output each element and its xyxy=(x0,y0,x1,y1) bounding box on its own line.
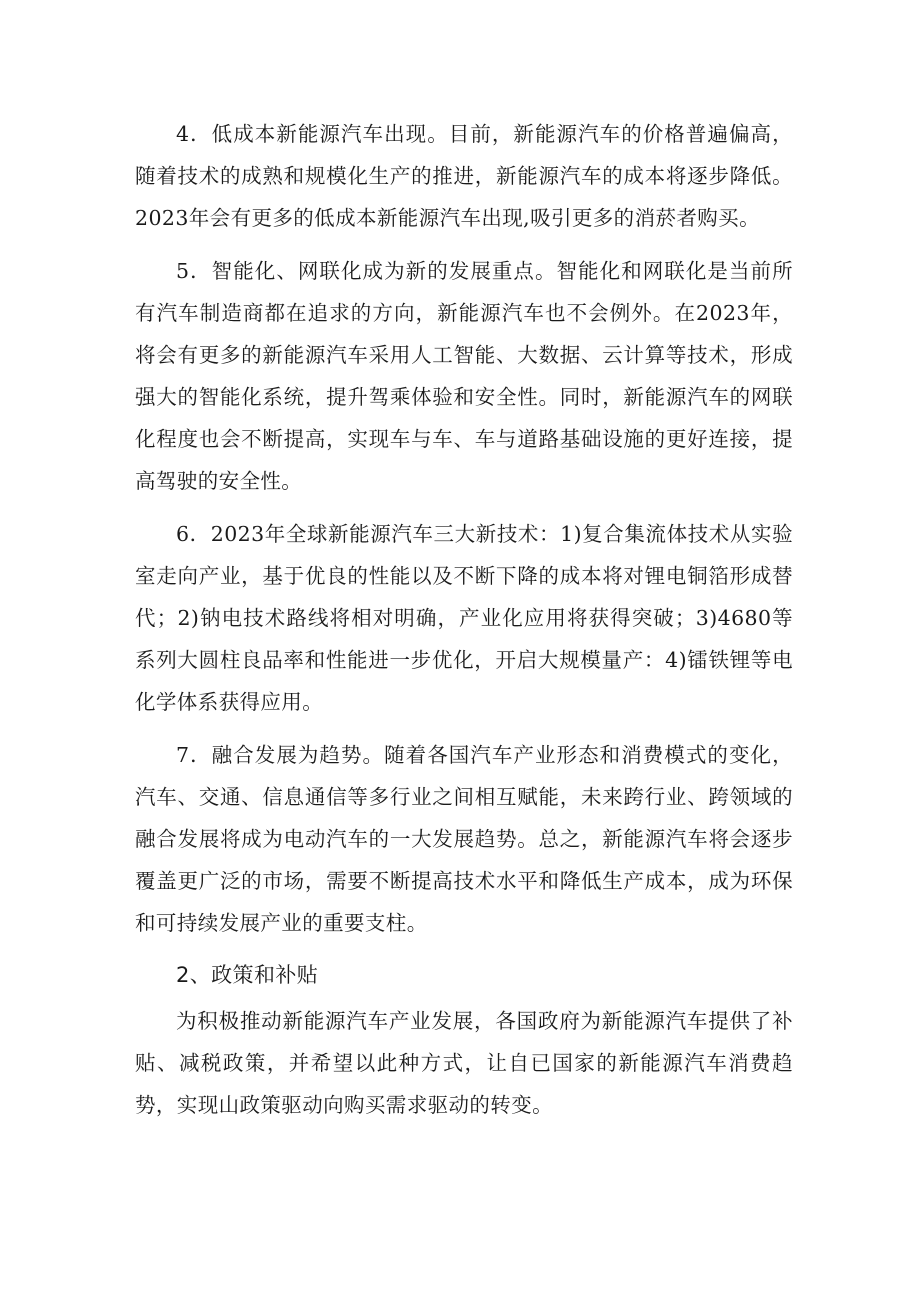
paragraph-item-7: 7．融合发展为趋势。随着各国汽车产业形态和消费模式的变化，汽车、交通、信息通信等多行业之间相互赋能，未来跨行业、跨领域的融合发展将成为电动汽车的一大发展趋势。总之，新能源汽车将会逐步覆盖更广泛的市场，需要不断提高技术水平和降低生产成本，成为环保和可持续发展产业的重要支柱。 xyxy=(135,743,793,935)
document-body xyxy=(135,113,793,1126)
paragraph-item-4: 4．低成本新能源汽车出现。目前，新能源汽车的价格普遍偏高，随着技术的成熟和规模化生产的推进，新能源汽车的成本将逐步降低。2023年会有更多的低成本新能源汽车出现,吸引更多的消菸者购买。 xyxy=(135,122,793,230)
section-heading-policy-subsidy: 2、政策和补贴 xyxy=(176,963,319,987)
paragraph-policy: 为积极推动新能源汽车产业发展，各国政府为新能源汽车提供了补贴、减税政策，并希望以此种方式，让自已国家的新能源汽车消费趋势，实现山政策驱动向购买需求驱动的转变。 xyxy=(135,1009,793,1117)
paragraph-item-6: 6．2023年全球新能源汽车三大新技术：1)复合集流体技术从实验室走向产业，基于优良的性能以及不断下降的成本将对锂电铜箔形成替代；2)钠电技术路线将相对明确，产业化应用将获得突破；3)4680等系列大圆柱良品率和性能进一步优化，开启大规模量产：4)镭铁锂等电化学体系获得应用。 xyxy=(135,522,793,714)
paragraph-item-5: 5．智能化、网联化成为新的发展重点。智能化和网联化是当前所有汽车制造商都在追求的方向，新能源汽车也不会例外。在2023年，将会有更多的新能源汽车采用人工智能、大数据、云计算等技术，形成强大的智能化系统，提升驾乘体验和安全性。同时，新能源汽车的网联化程度也会不断提高，实现车与车、车与道路基础设施的更好连接，提高驾驶的安全性。 xyxy=(135,259,793,493)
